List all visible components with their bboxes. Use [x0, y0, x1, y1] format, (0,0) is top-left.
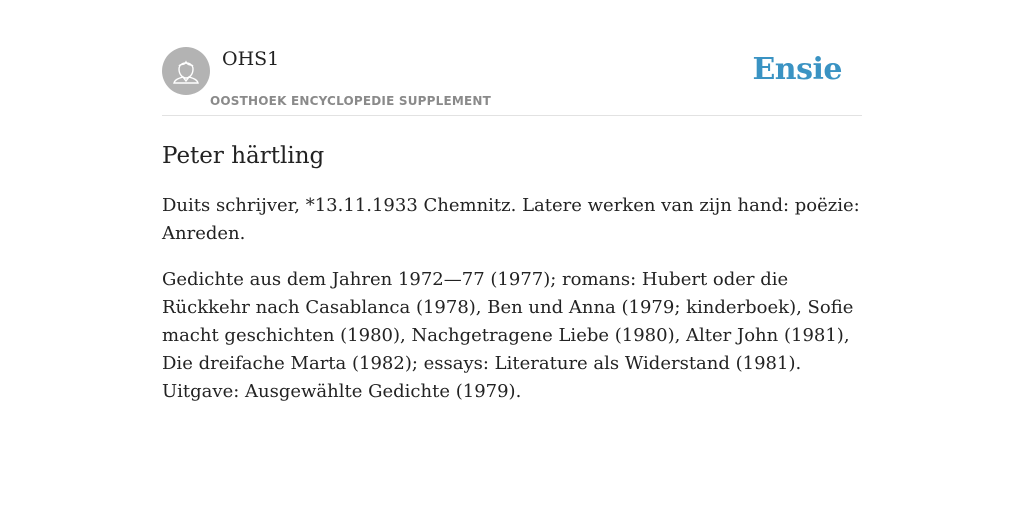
user-icon — [162, 47, 210, 95]
article-paragraph: Duits schrijver, *13.11.1933 Chemnitz. Latere werken van zijn hand: poëzie: Anreden. — [162, 195, 860, 244]
article-paragraph: Gedichte aus dem Jahren 1972—77 (1977); romans: Hubert oder die Rückkehr nach Casablanca (1978), Ben und Anna (1979; kinderboek), Sofie macht geschichten (1980), Nachgetragene Liebe (1980), Alter John (1981), Die dreifache Marta (1982); essays: Literature als Widerstand (1981). Uitgave: Ausgewählte Gedichte (1979). — [162, 269, 854, 402]
article-card — [162, 40, 862, 406]
avatar[interactable] — [162, 47, 210, 95]
article-header — [162, 40, 862, 116]
source-name[interactable]: OOSTHOEK ENCYCLOPEDIE SUPPLEMENT — [210, 94, 492, 108]
article-title: Peter härtling — [162, 143, 325, 169]
brand-logo[interactable]: Ensie — [752, 52, 842, 87]
user-name[interactable]: OHS1 — [222, 48, 280, 70]
